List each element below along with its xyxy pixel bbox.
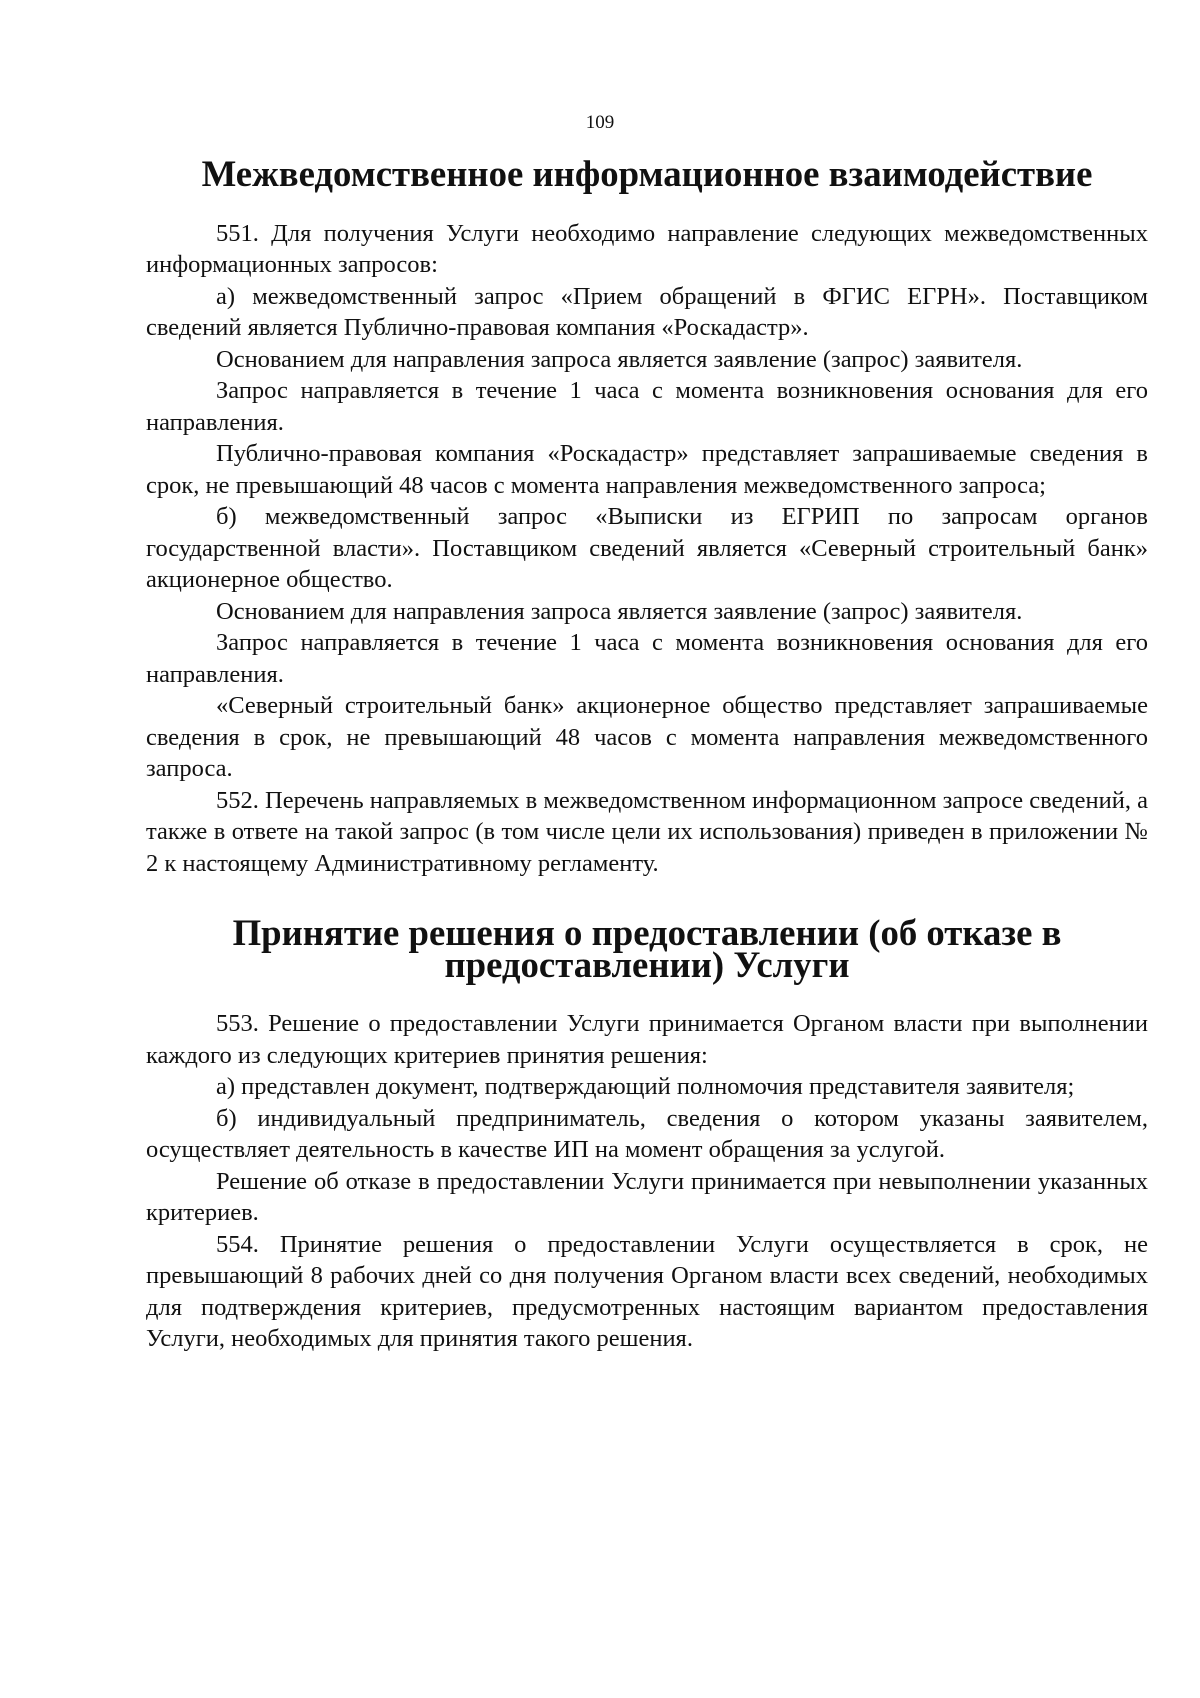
paragraph: Решение об отказе в предоставлении Услуги принимается при невыполнении указанных критериев. [146,1167,1148,1226]
paragraph: Запрос направляется в течение 1 часа с момента возникновения основания для его направления. [146,377,1148,436]
paragraph: 551. Для получения Услуги необходимо направление следующих межведомственных информационных запросов: [146,219,1148,278]
section-interagency-body [146,218,1148,880]
paragraph: а) представлен документ, подтверждающий полномочия представителя заявителя; [216,1073,1075,1100]
paragraph: 554. Принятие решения о предоставлении Услуги осуществляется в срок, не превышающий 8 рабочих дней со дня получения Органом власти всех сведений, необходимых для подтверждения критериев, предусмотренных настоящим вариантом предоставления Услуги, необходимых для принятия такого решения. [146,1230,1148,1352]
paragraph: 552. Перечень направляемых в межведомственном информационном запросе сведений, а также в ответе на такой запрос (в том числе цели их использования) приведен в приложении № 2 к настоящему Административному регламенту. [146,786,1148,877]
paragraph: б) межведомственный запрос «Выписки из ЕГРИП по запросам органов государственной власти». Поставщиком сведений является «Северный строительный банк» акционерное общество. [146,503,1148,593]
page-number: 109 [585,112,615,133]
paragraph: Публично-правовая компания «Роскадастр» представляет запрашиваемые сведения в срок, не превышающий 48 часов с момента направления межведомственного запроса; [146,440,1148,499]
document-body [146,153,1148,1355]
paragraph: б) индивидуальный предприниматель, сведения о котором указаны заявителем, осуществляет деятельность в качестве ИП на момент обращения за услугой. [146,1104,1148,1163]
paragraph: а) межведомственный запрос «Прием обращений в ФГИС ЕГРН». Поставщиком сведений является Публично-правовая компания «Роскадастр». [146,282,1148,341]
paragraph: Основанием для направления запроса является заявление (запрос) заявителя. [216,597,1023,625]
paragraph: Запрос направляется в течение 1 часа с момента возникновения основания для его направления. [146,629,1148,688]
paragraph: Основанием для направления запроса является заявление (запрос) заявителя. [216,345,1023,373]
section-heading-decision: Принятие решения о предоставлении (об отказе в предоставлении) Услуги [232,912,1062,985]
section-decision-body [146,1008,1148,1355]
paragraph: «Северный строительный банк» акционерное общество представляет запрашиваемые сведения в срок, не превышающий 48 часов с момента направления межведомственного запроса. [146,692,1148,782]
section-heading-interagency: Межведомственное информационное взаимодействие [201,153,1093,194]
paragraph: 553. Решение о предоставлении Услуги принимается Органом власти при выполнении каждого из следующих критериев принятия решения: [146,1010,1148,1069]
